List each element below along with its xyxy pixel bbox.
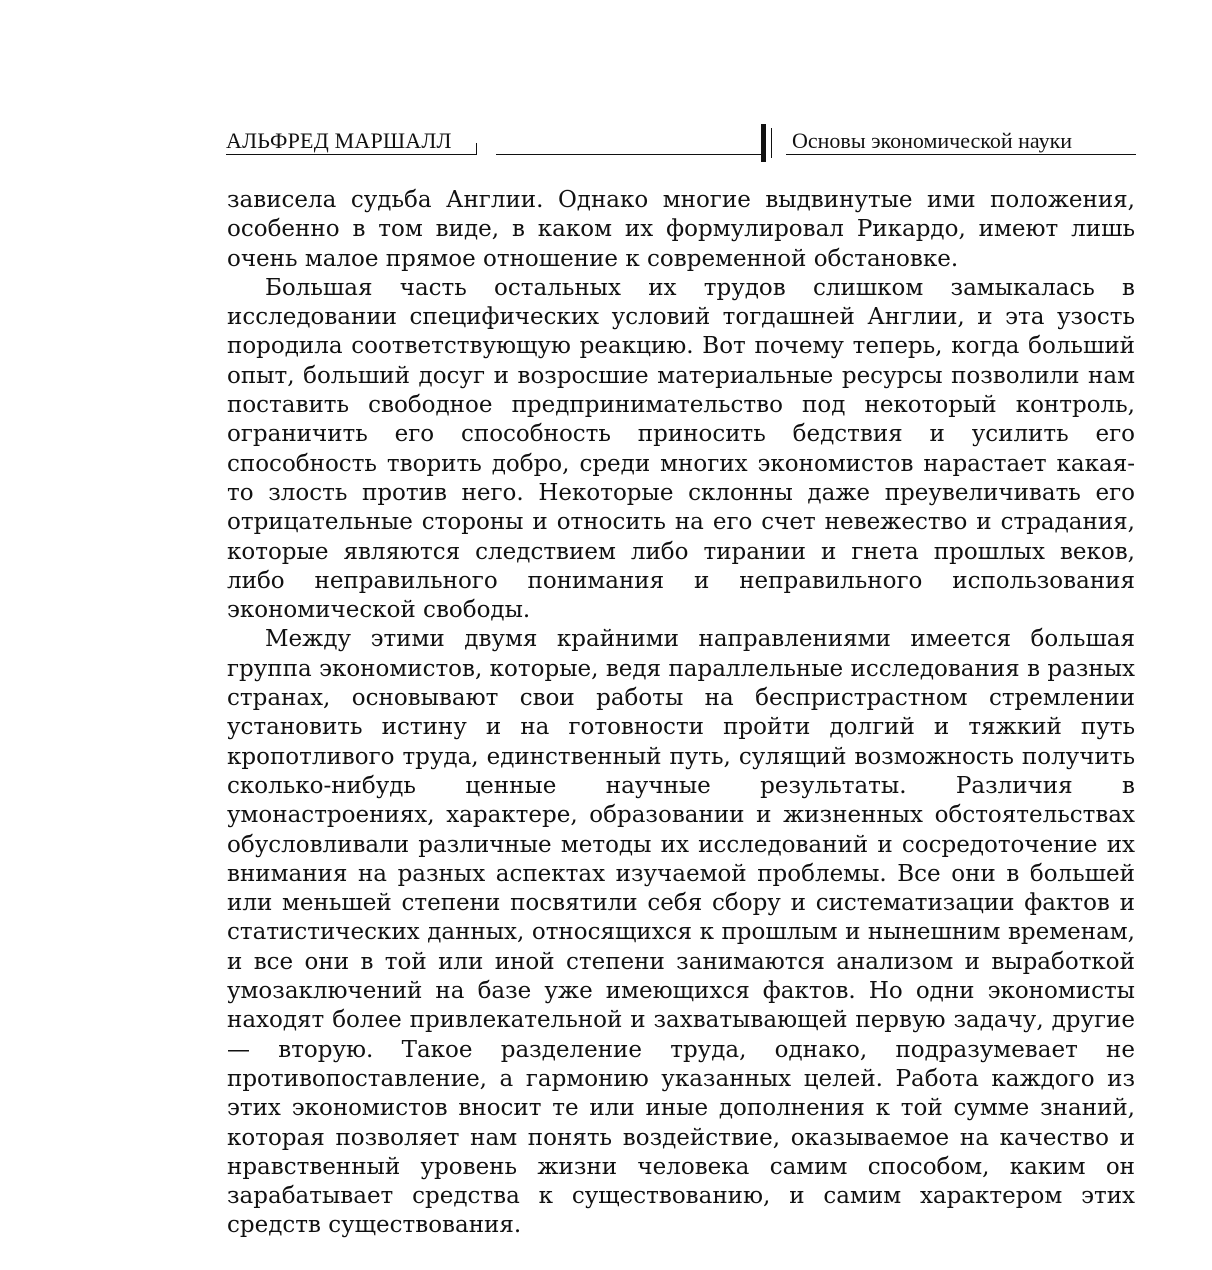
paragraph-continued: зависела судьба Англии. Однако многие выдвинутые ими положения, особенно в том виде, в каком их формулировал Рикардо, имеют лишь очень малое прямое отношение к современной обстановке. — [227, 187, 1135, 272]
body-text — [227, 186, 1135, 1241]
paragraph: Между этими двумя крайними направлениями имеется большая группа экономистов, которые, ведя параллельные исследования в разных странах, основывают свои работы на беспристрастном стремлении установить истину и на готовности пройти долгий и тяжкий путь кропотливого труда, единственный путь, сулящий возможность получить сколько-нибудь ценные научные результаты. Различия в умонастроениях, характере, образовании и жизненных обстоятельствах обусловливали различные методы их исследований и сосредоточение их внимания на разных аспектах изучаемой проблемы. Все они в большей или меньшей степени посвятили себя сбору и систематизации фактов и статистических данных, относящихся к прошлым и нынешним временам, и все они в той или иной степени занимаются анализом и выработкой умозаключений на базе уже имеющихся фактов. Но одни экономисты находят более привлекательной и захватывающей первую задачу, другие — вторую. Такое разделение труда, однако, подразумевает не противопоставление, а гармонию указанных целей. Работа каждого из этих экономистов вносит те или иные дополнения к той сумме знаний, которая позволяет нам понять воздействие, оказываемое на качество и нравственный уровень жизни человека самим способом, каким он зарабатывает средства к существованию, и самим характером этих средств существования. — [227, 626, 1135, 1239]
header-author-hook — [476, 143, 477, 155]
header-title-rule — [786, 154, 1136, 155]
running-header — [226, 118, 1138, 168]
header-thin-bar — [771, 128, 772, 158]
header-thick-bar — [761, 124, 766, 162]
header-middle-rule — [496, 154, 761, 155]
header-author: АЛЬФРЕД МАРШАЛЛ — [226, 128, 452, 153]
header-author-rule — [226, 154, 476, 155]
paragraph: Большая часть остальных их трудов слишком замыкалась в исследовании специфических условий тогдашней Англии, и эта узость породила соответствующую реакцию. Вот почему теперь, когда больший опыт, больший досуг и возросшие материальные ресурсы позволили нам поставить свободное предпринимательство под некоторый контроль, ограничить его способность приносить бедствия и усилить его способность творить добро, среди многих экономистов нарастает какая-то злость против него. Некоторые склонны даже преувеличивать его отрицательные стороны и относить на его счет невежество и страдания, которые являются следствием либо тирании и гнета прошлых веков, либо неправильного понимания и неправильного использования экономической свободы. — [227, 274, 1135, 624]
header-book-title: Основы экономической науки — [792, 128, 1073, 153]
